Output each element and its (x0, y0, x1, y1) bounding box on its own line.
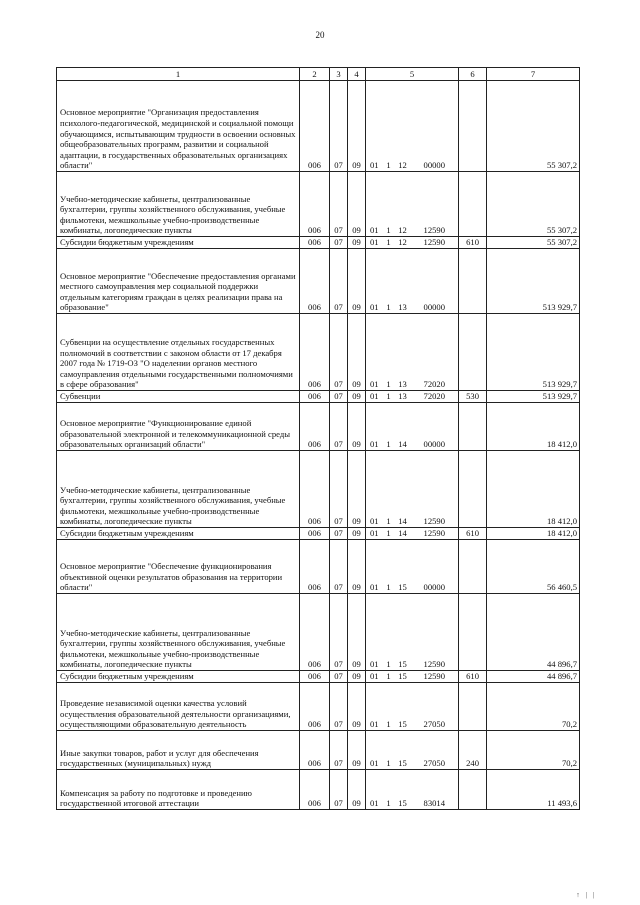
row-description: Учебно-методические кабинеты, централизованные бухгалтерии, группы хозяйственного обслуживания, учебные фильмотеки, межшкольные учебно-производственные комбинаты, логопедические пункты (57, 172, 300, 237)
cell-section-code: 07 (330, 81, 348, 172)
table-row (57, 671, 580, 683)
cell-subsection-code: 09 (348, 683, 366, 731)
cell-target-direction: 12590 (411, 172, 459, 237)
cell-ministry-code: 006 (300, 81, 330, 172)
cell-expense-type: 610 (459, 528, 487, 540)
cell-ministry-code: 006 (300, 540, 330, 594)
column-header: 6 (459, 68, 487, 81)
cell-target-program: 01 (366, 770, 383, 810)
cell-target-event: 14 (395, 451, 411, 528)
cell-section-code: 07 (330, 540, 348, 594)
cell-ministry-code: 006 (300, 731, 330, 770)
cell-section-code: 07 (330, 403, 348, 451)
row-description: Субвенции (57, 391, 300, 403)
cell-ministry-code: 006 (300, 770, 330, 810)
cell-amount: 56 460,5 (487, 540, 580, 594)
cell-amount: 70,2 (487, 731, 580, 770)
table-row (57, 249, 580, 314)
table-row (57, 172, 580, 237)
cell-target-subprogram: 1 (383, 451, 395, 528)
table-row (57, 314, 580, 391)
cell-expense-type (459, 172, 487, 237)
cell-expense-type (459, 594, 487, 671)
column-header: 1 (57, 68, 300, 81)
row-description: Основное мероприятие "Обеспечение предоставления органами местного самоуправления мер социальной поддержки отдельным категориям граждан в целях реализации права на образование" (57, 249, 300, 314)
table-row (57, 81, 580, 172)
cell-ministry-code: 006 (300, 237, 330, 249)
cell-target-subprogram: 1 (383, 172, 395, 237)
cell-target-direction: 27050 (411, 683, 459, 731)
row-description: Основное мероприятие "Организация предоставления психолого-педагогической, медицинской и социальной помощи обучающимся, испытывающим трудности в освоении основных общеобразовательных программ, развитии и социальной адаптации, в государственных образовательных организациях области" (57, 81, 300, 172)
cell-subsection-code: 09 (348, 249, 366, 314)
cell-target-subprogram: 1 (383, 683, 395, 731)
cell-ministry-code: 006 (300, 172, 330, 237)
cell-subsection-code: 09 (348, 540, 366, 594)
cell-target-direction: 12590 (411, 671, 459, 683)
cell-expense-type (459, 314, 487, 391)
cell-section-code: 07 (330, 731, 348, 770)
cell-target-subprogram: 1 (383, 671, 395, 683)
budget-table (56, 67, 580, 810)
cell-ministry-code: 006 (300, 451, 330, 528)
cell-target-event: 12 (395, 237, 411, 249)
cell-amount: 513 929,7 (487, 249, 580, 314)
table-header-row (57, 68, 580, 81)
cell-expense-type (459, 451, 487, 528)
cell-amount: 18 412,0 (487, 528, 580, 540)
cell-target-subprogram: 1 (383, 237, 395, 249)
cell-expense-type (459, 770, 487, 810)
column-header: 4 (348, 68, 366, 81)
cell-amount: 70,2 (487, 683, 580, 731)
cell-target-event: 15 (395, 540, 411, 594)
cell-subsection-code: 09 (348, 237, 366, 249)
cell-amount: 11 493,6 (487, 770, 580, 810)
cell-subsection-code: 09 (348, 172, 366, 237)
cell-target-direction: 72020 (411, 391, 459, 403)
cell-section-code: 07 (330, 172, 348, 237)
row-description: Проведение независимой оценки качества условий осуществления образовательной деятельности организациями, осуществляющими образовательную деятельность (57, 683, 300, 731)
cell-target-subprogram: 1 (383, 314, 395, 391)
table-row (57, 403, 580, 451)
cell-target-subprogram: 1 (383, 594, 395, 671)
cell-target-program: 01 (366, 249, 383, 314)
cell-target-subprogram: 1 (383, 391, 395, 403)
cell-section-code: 07 (330, 237, 348, 249)
column-header: 3 (330, 68, 348, 81)
cell-ministry-code: 006 (300, 391, 330, 403)
row-description: Учебно-методические кабинеты, централизованные бухгалтерии, группы хозяйственного обслуживания, учебные фильмотеки, межшкольные учебно-производственные комбинаты, логопедические пункты (57, 451, 300, 528)
cell-ministry-code: 006 (300, 314, 330, 391)
cell-amount: 18 412,0 (487, 403, 580, 451)
row-description: Компенсация за работу по подготовке и проведению государственной итоговой аттестации (57, 770, 300, 810)
cell-subsection-code: 09 (348, 451, 366, 528)
cell-amount: 513 929,7 (487, 314, 580, 391)
cell-target-event: 13 (395, 249, 411, 314)
cell-amount: 55 307,2 (487, 237, 580, 249)
column-header: 7 (487, 68, 580, 81)
table-row (57, 683, 580, 731)
cell-target-program: 01 (366, 540, 383, 594)
cell-subsection-code: 09 (348, 671, 366, 683)
cell-target-direction: 12590 (411, 237, 459, 249)
cell-target-subprogram: 1 (383, 540, 395, 594)
table-row (57, 540, 580, 594)
table-row (57, 391, 580, 403)
cell-target-subprogram: 1 (383, 403, 395, 451)
cell-target-event: 15 (395, 731, 411, 770)
cell-expense-type: 610 (459, 237, 487, 249)
cell-target-direction: 12590 (411, 451, 459, 528)
cell-subsection-code: 09 (348, 594, 366, 671)
cell-target-event: 14 (395, 403, 411, 451)
cell-amount: 55 307,2 (487, 81, 580, 172)
cell-ministry-code: 006 (300, 403, 330, 451)
cell-expense-type: 530 (459, 391, 487, 403)
cell-target-subprogram: 1 (383, 81, 395, 172)
row-description: Основное мероприятие "Обеспечение функционирования объективной оценки результатов образования на территории области" (57, 540, 300, 594)
cell-target-program: 01 (366, 731, 383, 770)
page-number: 20 (315, 30, 325, 40)
cell-subsection-code: 09 (348, 770, 366, 810)
row-description: Субвенции на осуществление отдельных государственных полномочий в соответствии с законом области от 17 декабря 2007 года № 1719-ОЗ "О наделении органов местного самоуправления отдельными государственными полномочиями в сфере образования" (57, 314, 300, 391)
cell-target-direction: 72020 (411, 314, 459, 391)
cell-amount: 513 929,7 (487, 391, 580, 403)
cell-target-program: 01 (366, 671, 383, 683)
cell-target-program: 01 (366, 314, 383, 391)
table-row (57, 770, 580, 810)
cell-target-direction: 00000 (411, 540, 459, 594)
cell-target-program: 01 (366, 683, 383, 731)
table-row (57, 237, 580, 249)
cell-target-event: 15 (395, 770, 411, 810)
cell-subsection-code: 09 (348, 314, 366, 391)
cell-target-event: 13 (395, 391, 411, 403)
cell-subsection-code: 09 (348, 731, 366, 770)
cell-subsection-code: 09 (348, 528, 366, 540)
cell-target-program: 01 (366, 451, 383, 528)
cell-target-program: 01 (366, 528, 383, 540)
row-description: Основное мероприятие "Функционирование единой образовательной электронной и телекоммуникационной среды образовательных организаций области" (57, 403, 300, 451)
cell-expense-type (459, 540, 487, 594)
cell-target-event: 15 (395, 594, 411, 671)
cell-amount: 18 412,0 (487, 451, 580, 528)
cell-target-subprogram: 1 (383, 770, 395, 810)
cell-target-direction: 12590 (411, 528, 459, 540)
cell-target-direction: 27050 (411, 731, 459, 770)
cell-ministry-code: 006 (300, 671, 330, 683)
cell-amount: 44 896,7 (487, 594, 580, 671)
cell-expense-type (459, 249, 487, 314)
cell-ministry-code: 006 (300, 594, 330, 671)
cell-target-direction: 83014 (411, 770, 459, 810)
cell-expense-type (459, 683, 487, 731)
column-header: 5 (366, 68, 459, 81)
row-description: Иные закупки товаров, работ и услуг для обеспечения государственных (муниципальных) нужд (57, 731, 300, 770)
cell-ministry-code: 006 (300, 528, 330, 540)
cell-section-code: 07 (330, 528, 348, 540)
cell-expense-type (459, 403, 487, 451)
cell-subsection-code: 09 (348, 391, 366, 403)
cell-ministry-code: 006 (300, 249, 330, 314)
cell-target-program: 01 (366, 403, 383, 451)
cell-target-event: 12 (395, 81, 411, 172)
row-description: Учебно-методические кабинеты, централизованные бухгалтерии, группы хозяйственного обслуживания, учебные фильмотеки, межшкольные учебно-производственные комбинаты, логопедические пункты (57, 594, 300, 671)
cell-section-code: 07 (330, 683, 348, 731)
cell-target-subprogram: 1 (383, 528, 395, 540)
cell-target-direction: 12590 (411, 594, 459, 671)
cell-target-direction: 00000 (411, 403, 459, 451)
cell-target-event: 15 (395, 671, 411, 683)
cell-section-code: 07 (330, 249, 348, 314)
cell-amount: 44 896,7 (487, 671, 580, 683)
table-row (57, 451, 580, 528)
row-description: Субсидии бюджетным учреждениям (57, 237, 300, 249)
cell-target-program: 01 (366, 172, 383, 237)
cell-ministry-code: 006 (300, 683, 330, 731)
cell-section-code: 07 (330, 671, 348, 683)
cell-section-code: 07 (330, 314, 348, 391)
cell-target-event: 13 (395, 314, 411, 391)
cell-section-code: 07 (330, 594, 348, 671)
column-header: 2 (300, 68, 330, 81)
row-description: Субсидии бюджетным учреждениям (57, 671, 300, 683)
footer-mark: ↑ | | (576, 891, 596, 899)
cell-target-subprogram: 1 (383, 249, 395, 314)
cell-target-program: 01 (366, 237, 383, 249)
cell-subsection-code: 09 (348, 81, 366, 172)
table-row (57, 731, 580, 770)
cell-target-event: 15 (395, 683, 411, 731)
cell-target-program: 01 (366, 391, 383, 403)
cell-target-event: 12 (395, 172, 411, 237)
cell-target-program: 01 (366, 81, 383, 172)
cell-target-subprogram: 1 (383, 731, 395, 770)
cell-amount: 55 307,2 (487, 172, 580, 237)
cell-target-direction: 00000 (411, 249, 459, 314)
cell-expense-type: 240 (459, 731, 487, 770)
cell-section-code: 07 (330, 391, 348, 403)
cell-section-code: 07 (330, 451, 348, 528)
cell-subsection-code: 09 (348, 403, 366, 451)
table-row (57, 528, 580, 540)
row-description: Субсидии бюджетным учреждениям (57, 528, 300, 540)
cell-target-direction: 00000 (411, 81, 459, 172)
cell-expense-type (459, 81, 487, 172)
cell-section-code: 07 (330, 770, 348, 810)
cell-expense-type: 610 (459, 671, 487, 683)
cell-target-program: 01 (366, 594, 383, 671)
cell-target-event: 14 (395, 528, 411, 540)
table-row (57, 594, 580, 671)
